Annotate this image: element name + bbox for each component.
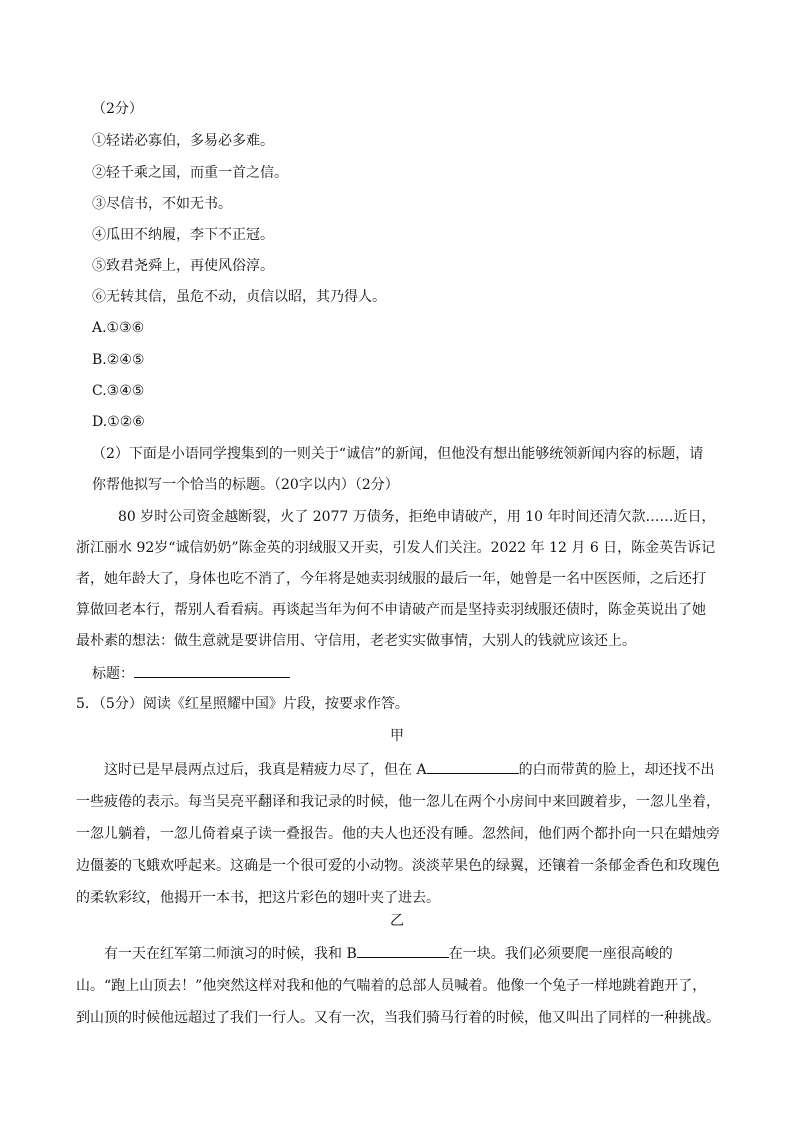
passage-a [76, 754, 720, 914]
title-label: 标题： [92, 666, 134, 682]
statement-item: ④瓜田不纳履，李下不正冠。 [92, 227, 274, 243]
sub-question-prompt: （2）下面是小语同学搜集到的一则关于“诚信”的新闻，但他没有想出能够统领新闻内容的标题，请 [92, 446, 704, 462]
section-label-a: 甲 [390, 728, 404, 744]
title-answer-blank[interactable] [134, 663, 290, 678]
passage-a-text-2: 的白而带黄的脸上，却还找不出一些疲倦的表示。每当吴亮平翻译和我记录的时候，他一忽儿在两个小房间中来回踱着步，一忽儿坐着，一忽儿躺着，一忽儿倚着桌子读一叠报告。他的夫人也还没有睡。忽然间，他们两个都扑向一只在蜡烛旁边僵萎的飞蛾欢呼起来。这确是一个很可爱的小动物。淡淡苹果色的绿翼，还镶着一条郁金香色和玫瑰色的柔软彩纹，他揭开一本书，把这片彩色的翅叶夹了进去。 [76, 762, 720, 906]
title-answer-row [92, 663, 290, 684]
passage-b [76, 938, 720, 1034]
statement-item: ②轻千乘之国，而重一首之信。 [92, 165, 288, 181]
option-c: C.③④⑤ [92, 383, 145, 399]
question-score: （2分） [92, 101, 143, 117]
question-header: 5．（5分）阅读《红星照耀中国》片段，按要求作答。 [76, 696, 409, 712]
passage-b-text-1: 有一天在红军第二师演习的时候，我和 B [104, 946, 357, 962]
section-label-b: 乙 [390, 913, 404, 929]
news-passage: 80 岁时公司资金越断裂，火了 2077 万债务，拒绝申请破产，用 10 年时间还清欠款……近日，浙江丽水 92岁“诚信奶奶”陈金英的羽绒服又开卖，引发人们关注。2022 年 12 月 6 日，陈金英告诉记者，她年龄大了，身体也吃不消了，今年将是她卖羽绒服的最后一年，她曾是一名中医医师，之后还打算做回老本行，帮别人看看病。再谈起当年为何不申请破产而是坚持卖羽绒服还债时，陈金英说出了她最朴素的想法：做生意就是要讲信用、守信用，老老实实做事情，大别人的钱就应该还上。 [76, 509, 716, 649]
blank-b[interactable] [357, 943, 449, 958]
statement-item: ①轻诺必寡伯，多易必多难。 [92, 133, 274, 149]
passage-a-text-1: 这时已是早晨两点过后，我真是精疲力尽了，但在 A [104, 762, 427, 778]
statement-item: ③尽信书，不如无书。 [92, 196, 232, 212]
passage-b-text-2: 在一块。我们必须要爬一座很高峻的山。“跑上山顶去！”他突然这样对我和他的气喘着的总部人员喊着。他像一个兔子一样地跳着跑开了，到山顶的时候他远超过了我们一行人。又有一次，当我们骑马行着的时候，他又叫出了同样的一种挑战。 [76, 946, 720, 1026]
option-a: A.①③⑥ [92, 320, 145, 336]
statement-item: ⑤致君尧舜上，再使风俗淳。 [92, 258, 274, 274]
option-b: B.②④⑤ [92, 352, 145, 368]
sub-question-prompt: 你帮他拟写一个恰当的标题。（20字以内）（2分） [92, 477, 399, 493]
option-d: D.①②⑥ [92, 414, 145, 430]
blank-a[interactable] [427, 759, 519, 774]
statement-item: ⑥无转其信，虽危不动，贞信以昭，其乃得人。 [92, 289, 386, 305]
